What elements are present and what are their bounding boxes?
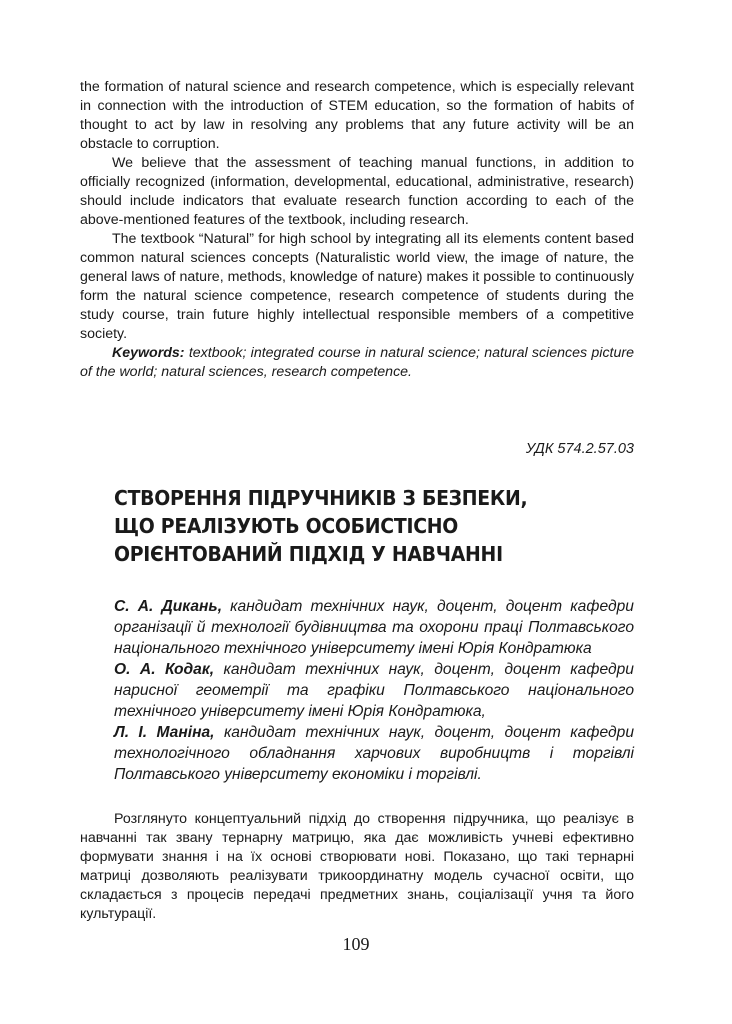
udk-code: УДК 574.2.57.03 bbox=[525, 441, 634, 457]
abstract-text: Розглянуто концептуальний підхід до створення підручника, що реалізує в навчанні так звану тернарну матрицю, яка дає можливість учневі ефективно формувати знання і на їх основі створювати нові. Показано, що такі тернарні матриці дозволяють реалізувати трикоординатну модель сучасної освіти, що складається з процесів передачі предметних знань, соціалізації учня та його культурації. bbox=[80, 811, 634, 922]
author-name: С. А. Дикань, bbox=[114, 598, 223, 615]
page-number: 109 bbox=[342, 934, 370, 954]
article-title bbox=[114, 484, 574, 568]
keywords-label: Keywords: bbox=[112, 345, 185, 361]
title-line: ЩО РЕАЛІЗУЮТЬ ОСОБИСТІСНО bbox=[114, 514, 459, 538]
author-affiliation: кандидат технічних наук, доцент, доцент кафедри нарисної геометрії та графіки Полтавського національного технічного університету імені Юрія Кондратюка, bbox=[114, 661, 634, 720]
author-entry bbox=[114, 659, 634, 722]
paragraph-assessment: We believe that the assessment of teaching manual functions, in addition to officially recognized (information, developmental, educational, administrative, research) should include indicators that evaluate research function according to each of the above-mentioned features of the textbook, including research. bbox=[80, 155, 634, 228]
title-line: ОРІЄНТОВАНИЙ ПІДХІД У НАВЧАННІ bbox=[114, 542, 503, 566]
author-name: Л. І. Маніна, bbox=[114, 724, 215, 741]
english-abstract-section bbox=[80, 78, 634, 382]
author-entry bbox=[114, 722, 634, 785]
title-line: СТВОРЕННЯ ПІДРУЧНИКІВ З БЕЗПЕКИ, bbox=[114, 486, 528, 510]
ukrainian-abstract bbox=[80, 810, 634, 924]
keywords-paragraph bbox=[80, 344, 634, 382]
paragraph-continuation: the formation of natural science and research competence, which is especially relevant in connection with the introduction of STEM education, so the formation of habits of thought to act by law in resolving any problems that any future activity will be an obstacle to corruption. bbox=[80, 79, 634, 152]
authors-block bbox=[114, 596, 634, 785]
paragraph-textbook: The textbook “Natural” for high school by integrating all its elements content based common natural sciences concepts (Naturalistic world view, the image of nature, the general laws of nature, methods, knowledge of nature) makes it possible to continuously form the natural science competence, research competence of students during the study course, train future highly intellectual responsible members of a competitive society. bbox=[80, 231, 634, 342]
keywords-text: textbook; integrated course in natural science; natural sciences picture of the world; natural sciences, research competence. bbox=[80, 345, 634, 380]
author-name: О. А. Кодак, bbox=[114, 661, 215, 678]
author-affiliation: кандидат технічних наук, доцент, доцент кафедри організації й технології будівництва та охорони праці Полтавського національного технічного університету імені Юрія Кондратюка bbox=[114, 598, 634, 657]
author-entry bbox=[114, 596, 634, 659]
author-affiliation: кандидат технічних наук, доцент, доцент кафедри технологічного обладнання харчових виробництв і торгівлі Полтавського університету економіки і торгівлі. bbox=[114, 724, 635, 783]
